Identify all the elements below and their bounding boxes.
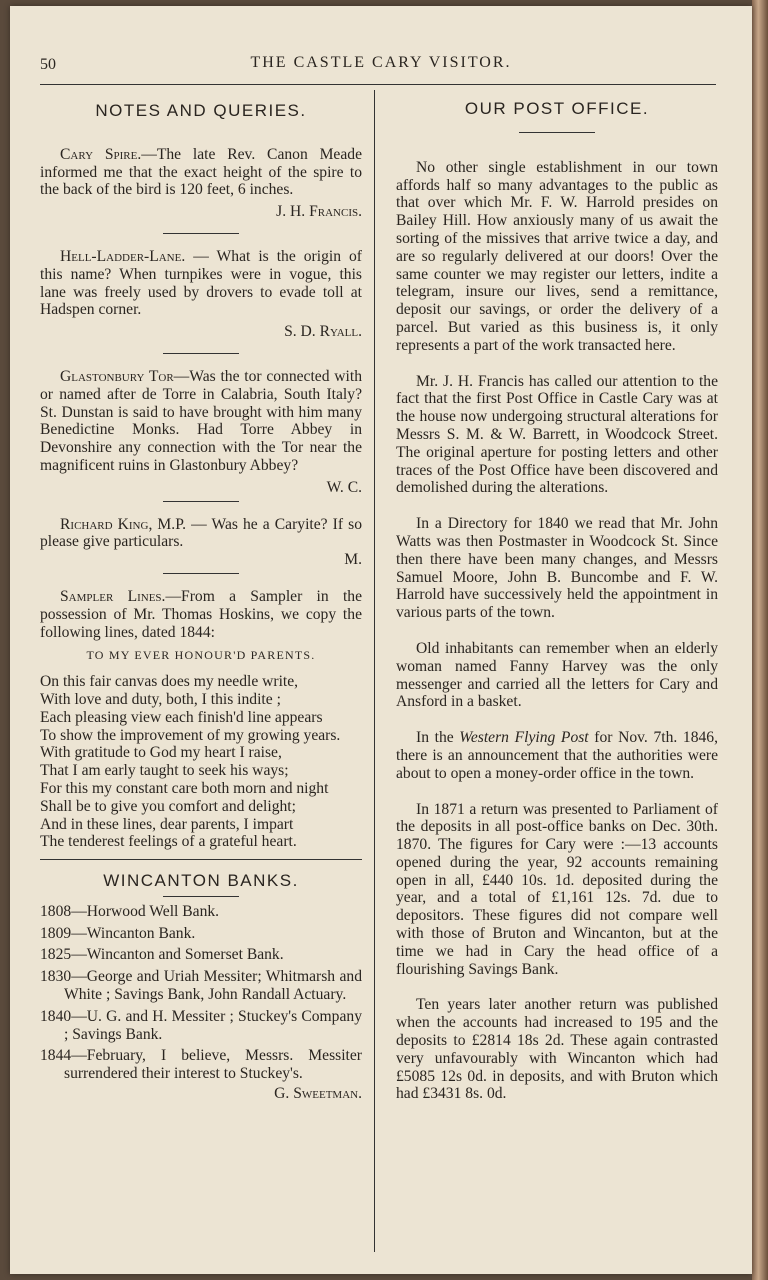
column-divider <box>374 90 375 1252</box>
header-rule <box>40 84 716 85</box>
verse-line: To show the improvement of my growing years. <box>40 726 341 744</box>
verse <box>40 673 362 851</box>
query-richard-king <box>40 516 362 569</box>
verse-line: For this my constant care both morn and night <box>40 779 329 797</box>
verse-line: And in these lines, dear parents, I impart <box>40 815 294 833</box>
query-text: —From a Sampler in the possession of Mr. Thomas Hoskins, we copy the following lines, dated 1844: <box>40 587 362 641</box>
query-cary-spire <box>40 146 362 221</box>
query-lead: Glastonbury Tor <box>60 367 174 385</box>
section-rule <box>163 501 239 502</box>
verse-line: Each pleasing view each finish'd line appears <box>40 708 323 726</box>
verse-line: With love and duty, both, I this indite ; <box>40 690 281 708</box>
article-paragraph: In 1871 a return was presented to Parliament of the deposits in all post-office banks on Dec. 30th. 1870. The figures for Cary were :—13 accounts opened during the year, 92 accounts remaining open in all, £440 10s. 1d. deposited during the year, and a total of £1,161 12s. 7d. due to depositors. These figures did not compare well with those of Bruton and Wincanton, but at the time we had in Cary the head office of a flourishing Savings Bank. <box>396 800 718 978</box>
query-lead: Sampler Lines. <box>60 587 166 605</box>
section-rule <box>519 132 595 133</box>
section-rule <box>163 353 239 354</box>
article-paragraph: Mr. J. H. Francis has called our attention to the fact that the first Post Office in Castle Cary was at the house now undergoing structural alterations for Messrs S. M. & W. Barrett, in Woodcock Street. The original aperture for posting letters and other traces of the Post Office have been discovered and demolished during the alterations. <box>396 372 718 497</box>
wincanton-banks-title: WINCANTON BANKS. <box>103 871 299 891</box>
query-lead: Richard King, <box>60 515 153 533</box>
article-paragraph: In a Directory for 1840 we read that Mr. John Watts was then Postmaster in Woodcock St. Since then there have been many changes, and Messrs Samuel Moore, John B. Buncombe and F. W. Harrold have successively held the appointment in various parts of the town. <box>396 515 718 622</box>
right-column <box>396 96 718 1103</box>
paragraph-text: In the <box>416 729 460 747</box>
section-rule <box>163 896 239 897</box>
page-number: 50 <box>40 56 56 73</box>
query-glastonbury-tor <box>40 368 362 497</box>
verse-title: TO MY EVER HONOUR'D PARENTS. <box>86 648 316 663</box>
verse-line: The tenderest feelings of a grateful heart. <box>40 833 297 851</box>
bank-entry: 1808—Horwood Well Bank. <box>40 902 220 920</box>
query-sampler-lines <box>40 588 362 851</box>
bank-entry: 1809—Wincanton Bank. <box>40 924 196 942</box>
post-office-title: OUR POST OFFICE. <box>464 99 650 118</box>
newspaper-title: Western Flying Post <box>459 729 589 747</box>
query-signature: W. C. <box>326 478 362 496</box>
article-paragraph: Old inhabitants can remember when an elderly woman named Fanny Harvey was the only messenger and carried all the letters for Cary and Ansford in a basket. <box>396 639 718 711</box>
bank-entry: 1830—George and Uriah Messiter; Whitmarsh and White ; Savings Bank, John Randall Actuary. <box>40 968 362 1004</box>
query-signature: M. <box>344 551 362 569</box>
article-paragraph <box>396 729 718 782</box>
query-signature: S. D. Ryall. <box>284 323 362 341</box>
banks-list <box>40 903 362 1083</box>
verse-line: Shall be to give you comfort and delight; <box>40 797 296 815</box>
verse-line: That I am early taught to seek his ways; <box>40 762 289 780</box>
bank-entry: 1825—Wincanton and Somerset Bank. <box>40 946 284 964</box>
section-rule <box>163 573 239 574</box>
verse-line: With gratitude to God my heart I raise, <box>40 744 282 762</box>
query-lead: Hell-Ladder-Lane. <box>60 247 186 265</box>
query-text: — What is the origin of this name? When turnpikes were in vogue, this lane was freely used by drovers to evade toll at Hadspen corner. <box>40 247 362 319</box>
article-paragraph: No other single establishment in our town affords half so many advantages to the public as that over which Mr. F. W. Harrold presides on Bailey Hill. How anxiously many of us await the sorting of the missives that arrive twice a day, and are so regularly delivered at our doors! Over the same counter we may register our letters, indite a telegram, insure our lives, send a remittance, deposit our savings, or order the delivery of a parcel. But varied as this business is, it only represents a part of the work transacted here. <box>396 158 718 354</box>
section-rule-full <box>40 859 362 860</box>
running-title: THE CASTLE CARY VISITOR. <box>250 54 512 71</box>
bank-entry: 1844—February, I believe, Messrs. Messiter surrendered their interest to Stuckey's. <box>40 1047 362 1083</box>
query-text: —Was the tor connected with or named after de Torre in Calabria, South Italy? St. Dunstan is said to have brought with him many Benedictine Monks. Had Torre Abbey in Devonshire any connection with the Tor near the magnificent ruins in Glastonbury Abbey? <box>40 367 362 474</box>
query-text: —The late Rev. Canon Meade informed me that the exact height of the spire to the back of the bird is 120 feet, 6 inches. <box>40 145 362 199</box>
query-hell-ladder-lane <box>40 248 362 341</box>
bank-entry: 1840—U. G. and H. Messiter ; Stuckey's Company ; Savings Bank. <box>40 1007 362 1043</box>
notes-queries-title: NOTES AND QUERIES. <box>95 101 307 120</box>
paragraph-text: for Nov. 7th. 1846, there is an announcement that the authorities were about to open a money-order office in the town. <box>396 729 718 782</box>
left-column <box>40 98 362 1103</box>
document-page <box>10 6 752 1274</box>
query-text: M.P. — Was he a Caryite? If so please give particulars. <box>40 515 362 551</box>
query-lead: Cary Spire. <box>60 145 142 163</box>
verse-line: On this fair canvas does my needle write, <box>40 673 299 691</box>
query-signature: J. H. Francis. <box>276 203 362 221</box>
book-edge <box>752 0 768 1280</box>
banks-signature: G. Sweetman. <box>274 1085 362 1103</box>
section-rule <box>163 233 239 234</box>
article-paragraph: Ten years later another return was published when the accounts had increased to 195 and the deposits to £2814 18s 2d. These again contrasted very unfavourably with Wincanton which had £5085 12s 0d. in deposits, and with Bruton which had £3431 8s. 0d. <box>396 996 718 1103</box>
